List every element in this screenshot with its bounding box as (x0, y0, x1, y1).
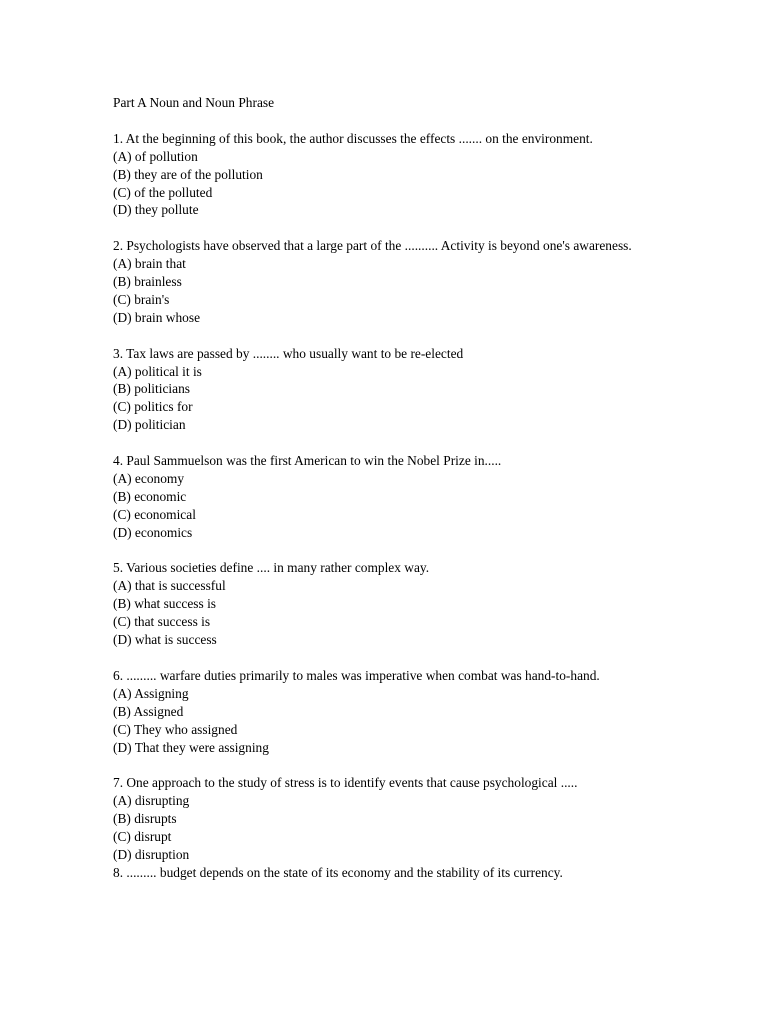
option-a: (A) economy (113, 470, 185, 486)
question-stem: 8. ......... budget depends on the state of its economy and the stability of its currency. (113, 864, 563, 880)
option-b: (B) brainless (113, 274, 182, 290)
question-4 (113, 452, 663, 542)
question-5 (113, 559, 663, 649)
question-stem: 2. Psychologists have observed that a large part of the .......... Activity is beyond one's awareness. (113, 238, 632, 254)
option-c: (C) brain's (113, 291, 170, 307)
question-stem: 1. At the beginning of this book, the author discusses the effects ....... on the environment. (113, 130, 593, 146)
option-a: (A) of pollution (113, 148, 198, 164)
question-1 (113, 130, 663, 220)
question-8 (113, 864, 663, 882)
option-d: (D) politician (113, 417, 186, 433)
option-d: (D) disruption (113, 846, 190, 862)
question-7 (113, 774, 663, 864)
option-b: (B) disrupts (113, 811, 177, 827)
option-c: (C) of the polluted (113, 184, 213, 200)
option-b: (B) Assigned (113, 703, 184, 719)
question-6 (113, 667, 663, 757)
option-c: (C) They who assigned (113, 721, 238, 737)
option-d: (D) brain whose (113, 309, 201, 325)
question-stem: 6. ......... warfare duties primarily to males was imperative when combat was hand-to-hand. (113, 667, 600, 683)
option-c: (C) that success is (113, 614, 211, 630)
option-b: (B) politicians (113, 381, 190, 397)
option-a: (A) brain that (113, 256, 186, 272)
question-2 (113, 237, 663, 327)
option-c: (C) disrupt (113, 829, 172, 845)
option-a: (A) disrupting (113, 793, 190, 809)
option-d: (D) economics (113, 524, 193, 540)
option-b: (B) economic (113, 488, 187, 504)
option-d: (D) That they were assigning (113, 739, 269, 755)
option-a: (A) Assigning (113, 685, 189, 701)
option-c: (C) politics for (113, 399, 193, 415)
option-b: (B) what success is (113, 596, 217, 612)
question-stem: 3. Tax laws are passed by ........ who usually want to be re-elected (113, 345, 464, 361)
option-a: (A) political it is (113, 363, 202, 379)
question-stem: 5. Various societies define .... in many rather complex way. (113, 560, 430, 576)
question-3 (113, 345, 663, 435)
option-d: (D) they pollute (113, 202, 199, 218)
option-b: (B) they are of the pollution (113, 166, 263, 182)
document-page (113, 94, 663, 882)
question-stem: 4. Paul Sammuelson was the first American to win the Nobel Prize in..... (113, 453, 502, 469)
option-c: (C) economical (113, 506, 196, 522)
question-stem: 7. One approach to the study of stress is to identify events that cause psychological ..... (113, 775, 578, 791)
option-a: (A) that is successful (113, 578, 226, 594)
option-d: (D) what is success (113, 632, 217, 648)
page-title: Part A Noun and Noun Phrase (113, 95, 275, 110)
